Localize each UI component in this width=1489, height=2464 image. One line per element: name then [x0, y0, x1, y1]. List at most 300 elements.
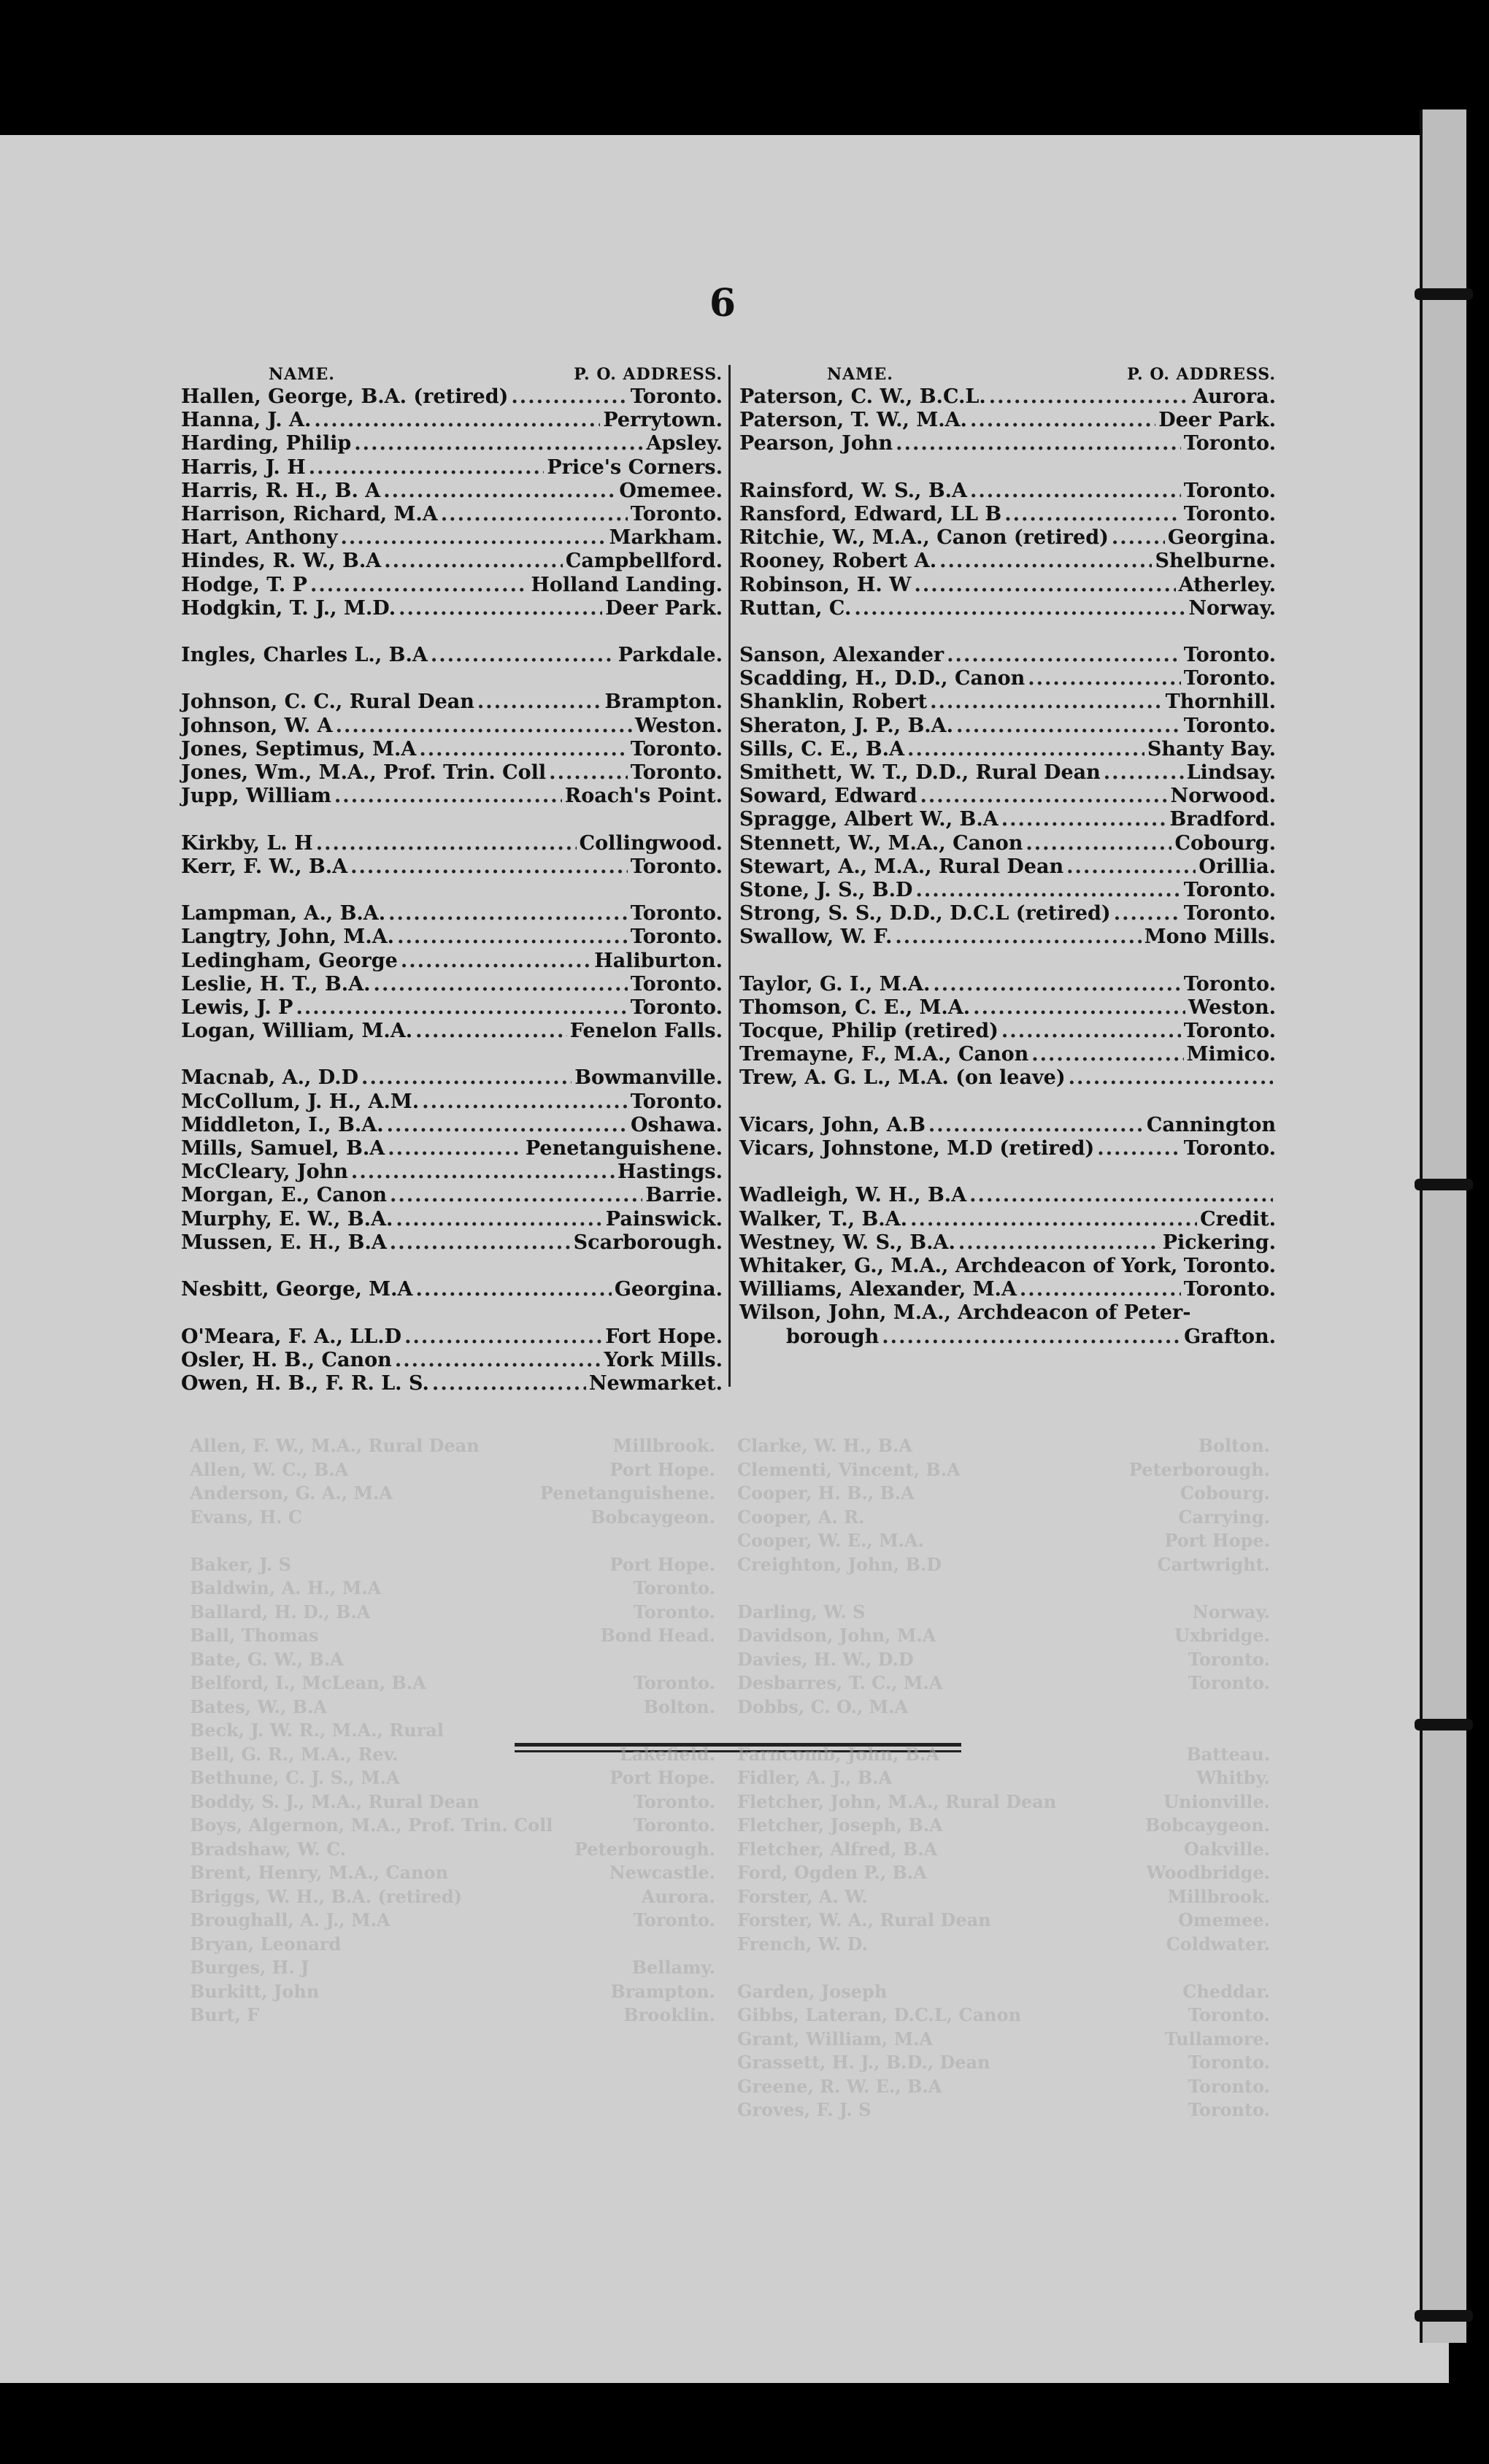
directory-entry	[739, 574, 1276, 597]
directory-entry	[739, 1184, 1276, 1207]
bleed-through-name: Anderson, G. A., M.A	[190, 1482, 393, 1504]
entry-address: Toronto.	[1183, 667, 1276, 690]
entry-name: Westney, W. S., B.A.	[739, 1231, 955, 1254]
leader-dots	[1104, 761, 1184, 785]
leader-dots	[920, 785, 1167, 808]
entry-name: Hart, Anthony	[181, 526, 338, 550]
entry-name: Walker, T., B.A.	[739, 1207, 908, 1231]
bleed-through-address: Whitby.	[1196, 1767, 1270, 1788]
section-gap	[739, 1160, 1276, 1184]
directory-entry	[181, 1231, 723, 1255]
entry-name: Hindes, R. W., B.A	[181, 550, 382, 573]
entry-address: Perrytown.	[603, 409, 723, 432]
entry-address: Norway.	[1188, 596, 1276, 620]
section-gap	[181, 620, 723, 644]
leader-dots	[477, 690, 602, 714]
bleed-through-name: Dobbs, C. O., M.A	[737, 1695, 909, 1717]
bleed-through-address: Unionville.	[1163, 1790, 1270, 1812]
leader-dots	[351, 1160, 615, 1184]
entry-name: Sheraton, J. P., B.A.	[739, 714, 954, 737]
bleed-through-name: Forster, W. A., Rural Dean	[737, 1909, 991, 1930]
entry-name: Osler, H. B., Canon	[181, 1348, 392, 1371]
leader-dots	[341, 526, 607, 550]
bleed-through-name: Burges, H. J	[190, 1957, 309, 1978]
bleed-through-address: Cobourg.	[1180, 1482, 1270, 1504]
column-header	[181, 365, 723, 384]
left-column	[181, 365, 723, 1395]
directory-entry	[181, 761, 723, 785]
bleed-through-address: Millbrook.	[1167, 1885, 1270, 1907]
directory-entry	[181, 1090, 723, 1114]
directory-entry	[739, 715, 1276, 738]
entry-address: Shanty Bay.	[1147, 737, 1276, 761]
bleed-through-address: Carrying.	[1178, 1506, 1270, 1528]
entry-name: Sanson, Alexander	[739, 644, 944, 667]
bleed-through-line	[190, 2003, 715, 2028]
leader-dots	[973, 996, 1185, 1020]
entry-address: Mono Mills.	[1144, 925, 1276, 949]
entry-name: Hodgkin, T. J., M.D.	[181, 596, 396, 620]
bleed-through-name: Garden, Joseph	[737, 1980, 888, 2002]
entry-address: Toronto.	[1183, 1020, 1276, 1043]
directory-entry	[181, 1020, 723, 1043]
entry-address: Shelburne.	[1155, 550, 1276, 573]
bleed-through-line	[737, 1933, 1270, 1957]
bleed-through-address: Port Hope.	[609, 1458, 715, 1480]
entry-name: Macnab, A., D.D	[181, 1066, 359, 1090]
bleed-through-name: Cooper, H. B., B.A	[737, 1482, 915, 1504]
entry-name: Logan, William, M.A.	[181, 1020, 413, 1043]
entry-name: Vicars, Johnstone, M.D (retired)	[739, 1137, 1095, 1160]
leader-dots	[939, 550, 1152, 573]
directory-entry	[181, 480, 723, 503]
bleed-through-line	[737, 1956, 1270, 1980]
directory-entry	[181, 1066, 723, 1090]
bleed-through-line	[737, 1601, 1270, 1625]
directory-entry	[739, 409, 1276, 432]
entry-address: Toronto.	[630, 925, 723, 949]
bleed-through-address: Peterborough.	[1128, 1458, 1270, 1480]
bleed-through-name: Creighton, John, B.D	[737, 1553, 942, 1575]
leader-dots	[399, 597, 602, 620]
leader-dots	[915, 879, 1180, 902]
bleed-through-line	[190, 1458, 715, 1482]
entry-name: Hallen, George, B.A. (retired)	[181, 385, 509, 408]
bleed-through-line	[190, 1766, 715, 1790]
entry-name: Scadding, H., D.D., Canon	[739, 667, 1026, 690]
entry-address: Mimico.	[1186, 1043, 1276, 1066]
bleed-through-line	[190, 1933, 715, 1957]
bleed-through-line	[737, 1671, 1270, 1695]
entry-name: Paterson, C. W., B.C.L.	[739, 385, 986, 408]
entry-name: Thomson, C. E., M.A.	[739, 996, 971, 1019]
entry-address: Toronto.	[1183, 479, 1276, 502]
page-binding	[1420, 109, 1466, 2343]
leader-dots	[384, 550, 563, 573]
leader-dots	[1001, 1020, 1181, 1043]
leader-dots	[1001, 808, 1167, 831]
column-header	[739, 365, 1276, 384]
bleed-through-line	[190, 1434, 715, 1458]
bleed-through-line	[737, 1458, 1270, 1482]
entry-name: Wilson, John, M.A., Archdeacon of Peter-	[739, 1301, 1191, 1325]
bleed-through-address: Lakefield.	[619, 1743, 715, 1765]
entry-name: Smithett, W. T., D.D., Rural Dean	[739, 761, 1101, 784]
entry-address: Toronto.	[1183, 644, 1276, 667]
binding-stitch	[1415, 1179, 1473, 1190]
bleed-through-line	[737, 1861, 1270, 1885]
bleed-through-address: Millbrook.	[612, 1435, 715, 1456]
leader-dots	[956, 715, 1181, 738]
bleed-through-address: Peterborough.	[574, 1838, 715, 1860]
bleed-through-name: Clementi, Vincent, B.A	[737, 1458, 961, 1480]
entry-name: Sills, C. E., B.A	[739, 737, 905, 761]
directory-entry	[739, 855, 1276, 879]
directory-entry	[739, 1020, 1276, 1043]
entry-name: O'Meara, F. A., LL.D	[181, 1325, 402, 1348]
leader-dots	[374, 973, 628, 996]
directory-entry	[739, 832, 1276, 855]
bleed-through-line	[190, 1719, 715, 1743]
bleed-through-name: Davies, H. W., D.D	[737, 1648, 914, 1670]
directory-entry	[181, 385, 723, 409]
directory-entry	[739, 879, 1276, 902]
directory-entry	[739, 526, 1276, 550]
bleed-through-name: Farncomb, John, B.A	[737, 1743, 940, 1765]
leader-dots	[310, 574, 528, 597]
bleed-through-address: Toronto.	[1188, 1648, 1270, 1670]
bleed-through-line	[190, 1814, 715, 1838]
leader-dots	[989, 385, 1190, 409]
section-gap	[181, 1255, 723, 1278]
bleed-through-address: Toronto.	[633, 1577, 715, 1598]
bleed-through-line	[737, 1576, 1270, 1601]
entry-address: Grafton.	[1184, 1325, 1276, 1348]
bleed-through-name: Broughall, A. J., M.A	[190, 1909, 390, 1930]
directory-entry	[181, 644, 723, 667]
bleed-through-name: Desbarres, T. C., M.A	[737, 1672, 943, 1693]
directory-entry	[181, 526, 723, 550]
leader-dots	[401, 950, 591, 973]
bleed-through-address: Toronto.	[1188, 2052, 1270, 2073]
leader-dots	[1114, 902, 1181, 925]
bleed-through-name: Allen, F. W., M.A., Rural Dean	[190, 1435, 480, 1456]
leader-dots	[334, 785, 562, 808]
bleed-through-address: Bellamy.	[631, 1957, 715, 1978]
directory-entry	[181, 1184, 723, 1207]
entry-name: Rooney, Robert A.	[739, 550, 937, 573]
bleed-through-line	[190, 1624, 715, 1648]
leader-dots	[395, 1349, 601, 1372]
bleed-through-name: Fletcher, Alfred, B.A	[737, 1838, 938, 1860]
entry-address: Cannington	[1146, 1113, 1276, 1136]
entry-address: Atherley.	[1178, 573, 1276, 596]
entry-address: Roach's Point.	[564, 785, 723, 808]
bleed-through-address: Tullamore.	[1164, 2028, 1270, 2049]
directory-entry	[181, 690, 723, 714]
bleed-through-line	[190, 1695, 715, 1720]
entry-address: Holland Landing.	[531, 573, 723, 596]
bleed-through-name: Bates, W., B.A	[190, 1695, 327, 1717]
bleed-through-line	[190, 1980, 715, 2004]
bleed-through-name: Grassett, H. J., B.D., Dean	[737, 2052, 990, 2073]
bleed-through-name: Forster, A. W.	[737, 1885, 868, 1907]
bleed-through-address: Cheddar.	[1182, 1980, 1270, 2002]
entry-name: Robinson, H. W	[739, 573, 912, 596]
leader-dots	[387, 1114, 628, 1137]
bleed-through-line	[737, 1434, 1270, 1458]
bleed-through-line	[190, 1743, 715, 1767]
section-gap	[739, 1090, 1276, 1114]
bleed-through-name: Beck, J. W. R., M.A., Rural	[190, 1720, 444, 1741]
entry-name: Jones, Wm., M.A., Prof. Trin. Coll	[181, 761, 547, 784]
directory-entry	[181, 503, 723, 526]
leader-dots	[896, 432, 1181, 455]
entry-name: Lampman, A., B.A.	[181, 902, 386, 925]
directory-entry	[181, 1208, 723, 1231]
directory-entry	[181, 715, 723, 738]
bleed-through-line	[737, 1529, 1270, 1553]
leader-dots	[361, 1066, 572, 1090]
entry-name: Shanklin, Robert	[739, 690, 928, 714]
bleed-through-address: Bolton.	[643, 1695, 715, 1717]
bleed-through-address: Toronto.	[633, 1790, 715, 1812]
entry-name: Paterson, T. W., M.A.	[739, 409, 967, 432]
bleed-through-line	[190, 1956, 715, 1980]
section-gap	[181, 1301, 723, 1325]
directory-entry	[739, 996, 1276, 1020]
directory-entry	[181, 1114, 723, 1137]
leader-dots	[1112, 526, 1165, 550]
entry-address: Toronto.	[630, 737, 723, 761]
bleed-through-name: French, W. D.	[737, 1933, 868, 1955]
directory-entry	[739, 432, 1276, 455]
entry-name: Williams, Alexander, M.A	[739, 1278, 1017, 1301]
bleed-through-name: Bate, G. W., B.A	[190, 1648, 344, 1670]
bleed-through-address: Toronto.	[1188, 2099, 1270, 2120]
entry-name: Harrison, Richard, M.A	[181, 502, 438, 525]
entry-name: Ruttan, C.	[739, 596, 852, 620]
entry-name: Stewart, A., M.A., Rural Dean	[739, 855, 1064, 878]
leader-dots	[882, 1325, 1181, 1349]
bleed-through-name: Fletcher, Joseph, B.A	[737, 1814, 943, 1836]
directory-entry	[739, 1278, 1276, 1301]
bleed-through-name: Cooper, W. E., M.A.	[737, 1530, 924, 1551]
entry-name: Trew, A. G. L., M.A. (on leave)	[739, 1066, 1066, 1090]
bleed-through-name: Darling, W. S	[737, 1601, 866, 1622]
entry-name: Stone, J. S., B.D	[739, 878, 913, 901]
entry-name: McCleary, John	[181, 1160, 348, 1184]
bleed-through-name	[737, 1719, 743, 1743]
bleed-through-line	[737, 1695, 1270, 1720]
entry-address: Toronto.	[1183, 1137, 1276, 1160]
entry-address: Toronto.	[630, 761, 723, 784]
entry-address: Deer Park.	[605, 596, 723, 620]
entry-address: Markham.	[609, 526, 723, 550]
bleed-through-name: Allen, W. C., B.A	[190, 1458, 349, 1480]
entry-name: Tremayne, F., M.A., Canon	[739, 1043, 1029, 1066]
leader-dots	[854, 597, 1185, 620]
bleed-through-line	[190, 1861, 715, 1885]
bleed-through-address: Bond Head.	[600, 1625, 715, 1646]
bleed-through-address: Brooklin.	[623, 2004, 715, 2025]
bleed-through-address: Toronto.	[1188, 2004, 1270, 2025]
bleed-through-address: Toronto.	[1188, 2075, 1270, 2097]
entry-name: Soward, Edward	[739, 785, 917, 808]
entry-name: Pearson, John	[739, 432, 893, 455]
section-gap	[181, 1043, 723, 1066]
directory-entry	[181, 785, 723, 808]
entry-address: Toronto.	[1183, 1278, 1276, 1301]
entry-name: Hanna, J. A.	[181, 409, 312, 432]
entry-address: Bowmanville.	[574, 1066, 723, 1090]
directory-entry	[739, 1231, 1276, 1255]
bleed-through-address: Bobcaygeon.	[590, 1506, 715, 1528]
section-gap	[181, 879, 723, 902]
leader-dots	[910, 1208, 1197, 1231]
directory-entry	[739, 1066, 1276, 1090]
directory-entry	[739, 644, 1276, 667]
leader-dots	[1031, 1043, 1183, 1066]
leader-dots	[1028, 667, 1180, 690]
directory-entry	[739, 1043, 1276, 1066]
entry-address: Weston.	[1188, 996, 1276, 1019]
bleed-through-address: Oakville.	[1183, 1838, 1270, 1860]
entry-address: Toronto.	[630, 855, 723, 878]
entry-address: Hastings.	[617, 1160, 723, 1184]
section-gap	[181, 667, 723, 690]
bleed-through-name: Gibbs, Lateran, D.C.L, Canon	[737, 2004, 1022, 2025]
entry-name: Vicars, John, A.B	[739, 1113, 926, 1136]
entry-address: Cobourg.	[1174, 831, 1276, 855]
bleed-through-line	[737, 1790, 1270, 1814]
bleed-through-line	[190, 1885, 715, 1909]
leader-dots	[1020, 1278, 1181, 1301]
entry-name: Jones, Septimus, M.A	[181, 737, 417, 761]
bleed-through-address: Port Hope.	[609, 1553, 715, 1575]
entry-address: Scarborough.	[573, 1231, 723, 1254]
section-gap	[739, 620, 1276, 644]
bleed-through-address: Toronto.	[633, 1814, 715, 1836]
name-header: NAME.	[269, 365, 335, 384]
entry-name: Mills, Samuel, B.A	[181, 1137, 385, 1160]
bleed-through-address: Woodbridge.	[1146, 1862, 1270, 1883]
entry-address: Thornhill.	[1165, 690, 1276, 714]
entry-address: Campbellford.	[565, 550, 723, 573]
leader-dots	[969, 1184, 1273, 1207]
entry-address: Toronto.	[630, 996, 723, 1019]
bleed-through-name: Fidler, A. J., B.A	[737, 1767, 893, 1788]
bleed-through-line	[737, 2028, 1270, 2052]
bleed-through-address: Port Hope.	[609, 1767, 715, 1788]
directory-entry	[181, 973, 723, 996]
directory-entry	[181, 1160, 723, 1184]
entry-address: Toronto.	[1183, 878, 1276, 901]
bleed-through-address: Toronto.	[633, 1672, 715, 1693]
right-column	[739, 365, 1276, 1349]
directory-entry	[739, 1137, 1276, 1160]
bleed-through-line	[737, 1482, 1270, 1506]
entry-address: Barrie.	[645, 1184, 723, 1207]
bleed-through-name: Baker, J. S	[190, 1553, 291, 1575]
bleed-through-line	[737, 2098, 1270, 2122]
leader-dots	[422, 1090, 628, 1114]
entry-name: Taylor, G. I., M.A.	[739, 972, 931, 996]
bleed-through-name: Burt, F	[190, 2004, 260, 2025]
bleed-through-name: Boddy, S. J., M.A., Rural Dean	[190, 1790, 480, 1812]
leader-dots	[915, 574, 1176, 597]
bleed-through-line	[737, 1838, 1270, 1862]
directory-entry	[181, 855, 723, 879]
bleed-through-text-left	[190, 1434, 715, 2028]
left-entries	[181, 385, 723, 1395]
leader-dots	[397, 925, 628, 949]
entry-address: Norwood.	[1170, 785, 1276, 808]
bleed-through-address: Toronto.	[1188, 1672, 1270, 1693]
bleed-through-name: Ballard, H. D., B.A	[190, 1601, 371, 1622]
leader-dots	[958, 1231, 1160, 1255]
entry-name: Whitaker, G., M.A., Archdeacon of York,	[739, 1254, 1178, 1277]
directory-entry	[181, 597, 723, 620]
bleed-through-address: Uxbridge.	[1174, 1625, 1270, 1646]
leader-dots	[404, 1325, 602, 1349]
entry-name: Owen, H. B., F. R. L. S.	[181, 1371, 429, 1395]
leader-dots	[314, 409, 600, 432]
section-gap	[181, 808, 723, 831]
leader-dots	[928, 1114, 1144, 1137]
directory-entry	[739, 1255, 1276, 1278]
bleed-through-name: Davidson, John, M.A	[737, 1625, 936, 1646]
entry-address: Fenelon Falls.	[569, 1020, 723, 1043]
entry-address: Toronto.	[1183, 972, 1276, 996]
binding-stitch	[1415, 2310, 1473, 2322]
leader-dots	[441, 503, 628, 526]
entry-name: Stennett, W., M.A., Canon	[739, 831, 1023, 855]
entry-name: Ledingham, George	[181, 949, 398, 972]
directory-entry	[739, 925, 1276, 949]
directory-entry	[181, 950, 723, 973]
directory-entry	[739, 503, 1276, 526]
entry-name: borough	[786, 1325, 880, 1348]
directory-entry	[739, 550, 1276, 573]
entry-address: Toronto.	[1183, 502, 1276, 525]
directory-entry	[181, 738, 723, 761]
directory-entry	[739, 761, 1276, 785]
entry-name: Spragge, Albert W., B.A	[739, 808, 999, 831]
entry-address: York Mills.	[604, 1348, 723, 1371]
entry-address: Brampton.	[604, 690, 723, 714]
entry-name: Nesbitt, George, M.A	[181, 1278, 413, 1301]
directory-entry	[181, 1137, 723, 1160]
right-entries	[739, 385, 1276, 1349]
entry-address: Omemee.	[619, 479, 723, 502]
directory-entry	[739, 1208, 1276, 1231]
leader-dots	[907, 738, 1144, 761]
bleed-through-name: Clarke, W. H., B.A	[737, 1435, 912, 1456]
bleed-through-line	[190, 1790, 715, 1814]
bleed-through-line	[737, 1743, 1270, 1767]
entry-address: Lindsay.	[1186, 761, 1276, 784]
entry-name: Mussen, E. H., B.A	[181, 1231, 387, 1254]
binding-stitch	[1415, 1719, 1473, 1730]
directory-entry	[181, 456, 723, 480]
entry-address: Toronto.	[1183, 432, 1276, 455]
bleed-through-address: Batteau.	[1186, 1743, 1270, 1765]
directory-entry	[181, 925, 723, 949]
entry-address: Toronto.	[1183, 902, 1276, 925]
entry-address: Toronto.	[630, 972, 723, 996]
leader-dots	[549, 761, 628, 785]
